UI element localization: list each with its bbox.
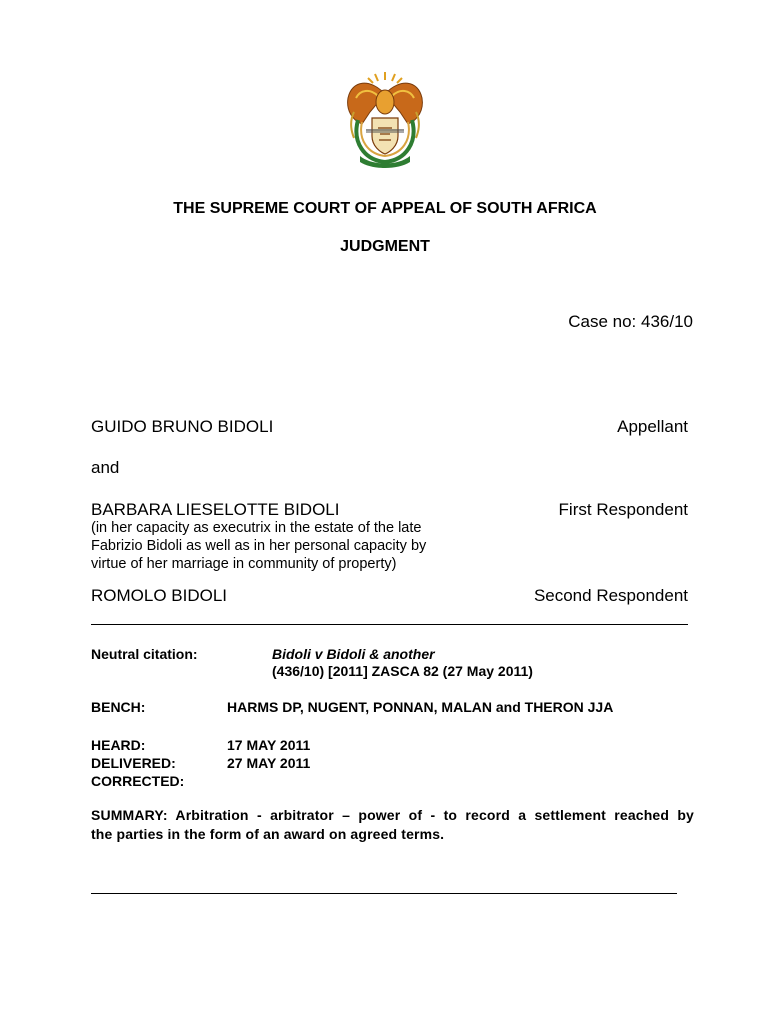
first-respondent-role: First Respondent <box>558 500 688 519</box>
case-number: Case no: 436/10 <box>568 312 693 331</box>
appellant-name: GUIDO BRUNO BIDOLI <box>91 417 274 436</box>
citation-reference: (436/10) [2011] ZASCA 82 (27 May 2011) <box>272 663 533 679</box>
heard-label: HEARD: <box>91 737 146 753</box>
first-respondent-capacity-note <box>91 519 491 573</box>
and-connector: and <box>91 458 120 477</box>
note-line: virtue of her marriage in community of property) <box>91 556 397 572</box>
heard-value: 17 MAY 2011 <box>227 737 311 753</box>
appellant-role: Appellant <box>617 417 688 436</box>
summary-line: the parties in the form of an award on agreed terms. <box>91 826 445 842</box>
corrected-label: CORRECTED: <box>91 773 185 789</box>
neutral-citation-label: Neutral citation: <box>91 646 198 662</box>
divider-line <box>91 624 688 625</box>
note-line: (in her capacity as executrix in the estate of the late <box>91 520 422 536</box>
summary-line: SUMMARY: Arbitration - arbitrator – power of - to record a settlement reached by <box>91 807 694 823</box>
dates-labels <box>91 736 184 790</box>
note-line: Fabrizio Bidoli as well as in her personal capacity by <box>91 538 427 554</box>
citation-case-name: Bidoli v Bidoli & another <box>272 646 435 662</box>
bench-label: BENCH: <box>91 699 146 715</box>
document-type: JUDGMENT <box>340 238 430 255</box>
dates-values <box>227 736 310 772</box>
delivered-value: 27 MAY 2011 <box>227 755 311 771</box>
delivered-label: DELIVERED: <box>91 755 176 771</box>
bottom-divider-line <box>91 893 677 894</box>
summary <box>91 806 694 844</box>
second-respondent-name: ROMOLO BIDOLI <box>91 586 228 605</box>
second-respondent-role: Second Respondent <box>533 586 688 605</box>
coat-of-arms-emblem <box>330 68 440 170</box>
court-title: THE SUPREME COURT OF APPEAL OF SOUTH AFRICA <box>173 200 597 217</box>
bench-value: HARMS DP, NUGENT, PONNAN, MALAN and THERON JJA <box>227 699 614 715</box>
first-respondent-name: BARBARA LIESELOTTE BIDOLI <box>91 500 340 519</box>
